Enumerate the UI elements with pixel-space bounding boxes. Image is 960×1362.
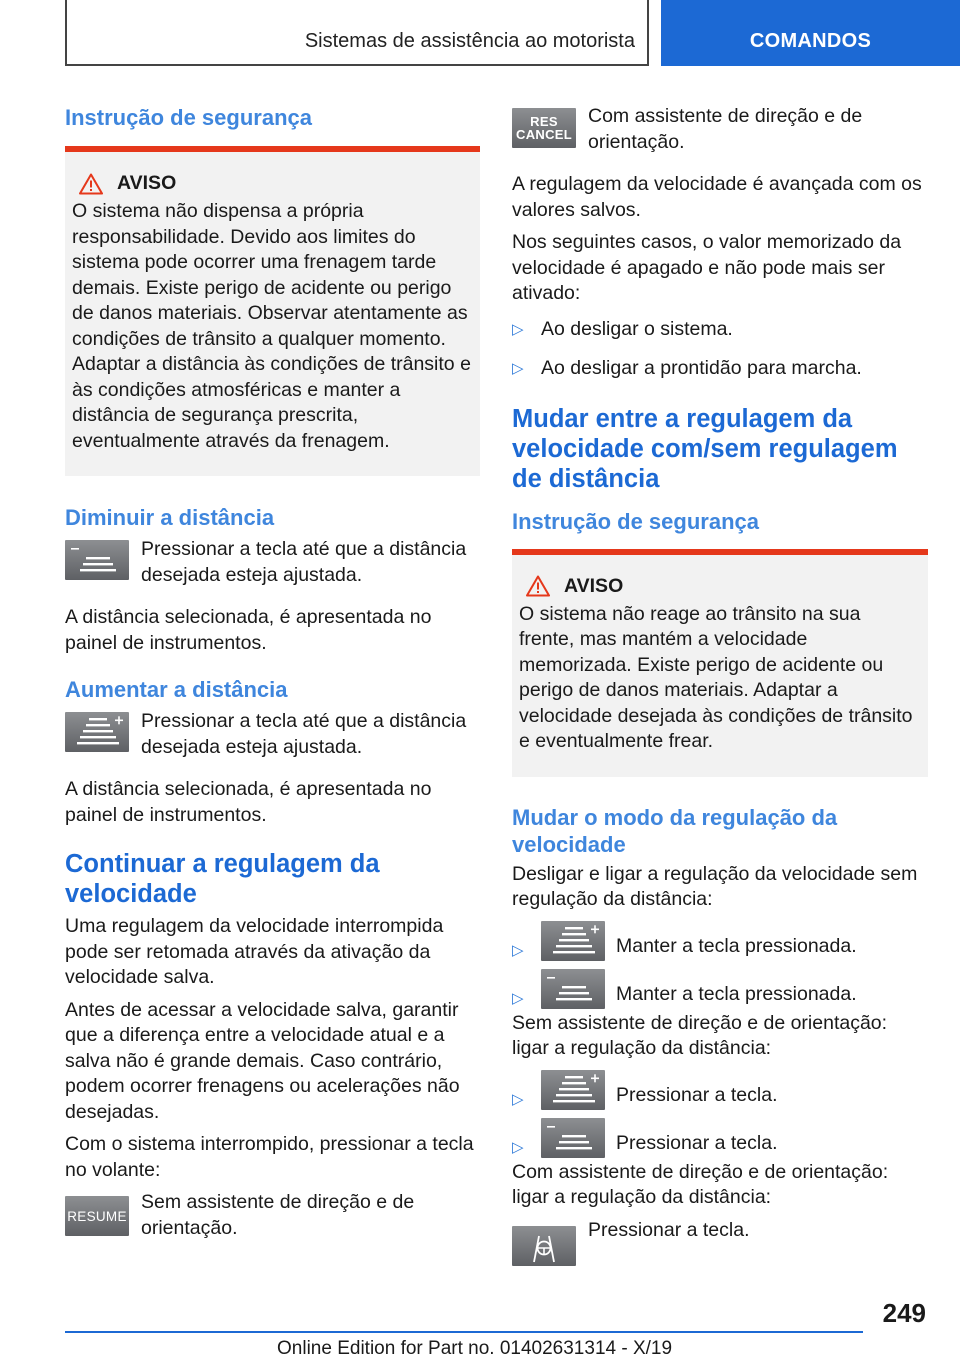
decrease-heading: Diminuir a distância xyxy=(65,505,275,530)
driving-assistant-key-icon xyxy=(512,1226,576,1266)
increase-note: A distância selecionada, é apresentada no painel de instrumentos. xyxy=(65,778,432,826)
triangle-bullet-icon: ▷ xyxy=(512,320,524,338)
triangle-bullet-icon: ▷ xyxy=(512,360,524,377)
chapter-tab-label: COMANDOS xyxy=(749,30,872,52)
continue-p2: Antes de acessar a velocidade salva, garantir que a diferença entre a velocidade atual e a salva não é grande demais. Caso contrário, podem ocorrer frenagens ou acelerações não desejadas. xyxy=(65,998,460,1123)
cancel-key-label: CANCEL xyxy=(516,127,572,142)
page-number: 249 xyxy=(882,1298,926,1328)
warning-triangle-icon xyxy=(79,173,103,195)
mode-text: Desligar e ligar a regulação da velocidade sem regulação da distância: xyxy=(512,862,918,910)
decrease-instruction-text: Pressionar a tecla até que a distância desejada esteja ajustada. xyxy=(141,538,467,586)
resume-text: Sem assistente de direção e de orientação. xyxy=(141,1191,415,1239)
advance-text: A regulagem da velocidade é avançada com os valores salvos. xyxy=(512,173,922,221)
mode-list xyxy=(512,921,928,1009)
right-column xyxy=(512,104,928,1276)
continue-heading: Continuar a regulagem da velocidade xyxy=(65,850,380,908)
mode-heading: Mudar o modo da regulação da velocidade xyxy=(512,804,838,857)
without-assist-list xyxy=(512,1070,928,1158)
list-item: ▷ Manter a tecla pressionada. xyxy=(512,921,928,961)
decrease-instruction xyxy=(65,537,480,595)
section-title: Sistemas de assistência ao motorista xyxy=(304,30,635,52)
res-key-label: RES xyxy=(530,114,558,129)
distance-decrease-key-icon xyxy=(541,1118,605,1158)
switch-heading: Mudar entre a regulagem da velocidade com/sem regulagem de distância xyxy=(512,404,898,493)
warning-text: O sistema não dispensa a própria responsabilidade. Devido aos limites do sistema pode ocorrer uma frenagem tarde demais. Existe perigo de acidente ou perigo de danos materiais. Observar atentamente as condições de trânsito a qualquer momento. Adaptar a distância às condições de trânsito e às condições atmosféricas e manter a distância de segurança prescrita, eventualmente através da frenagem. xyxy=(72,200,471,452)
triangle-bullet-icon: ▷ xyxy=(512,989,524,1007)
resume-key-icon xyxy=(65,1196,129,1236)
continue-p1: Uma regulagem da velocidade interrompida pode ser retomada através da ativação da velocidade salva. xyxy=(65,915,444,988)
with-assist-instruction xyxy=(512,1218,928,1266)
res-cancel-key-icon xyxy=(512,108,576,148)
list-item: ▷ Pressionar a tecla. xyxy=(512,1070,928,1110)
distance-increase-key-icon xyxy=(541,921,605,961)
warning-box-left xyxy=(65,146,480,476)
safety-heading-left: Instrução de segurança xyxy=(65,105,312,130)
list-item: ▷ Manter a tecla pressionada. xyxy=(512,969,928,1009)
warning-label: AVISO xyxy=(117,172,177,194)
res-cancel-instruction xyxy=(512,104,928,162)
triangle-bullet-icon: ▷ xyxy=(512,941,524,959)
list-item: ▷ Ao desligar a prontidão para marcha. xyxy=(512,356,928,382)
warning-text: O sistema não reage ao trânsito na sua frente, mas mantém a velocidade memorizada. Existe perigo de acidente ou perigo de danos materiais. Adaptar a velocidade desejada às condições de trânsito e eventualmente frear. xyxy=(519,602,913,752)
footer-edition: Online Edition for Part no. 01402631314 - X/19 xyxy=(277,1338,673,1359)
cases-list xyxy=(512,317,928,382)
distance-increase-key-icon xyxy=(65,712,129,752)
with-assist-instruction-text: Pressionar a tecla. xyxy=(588,1218,750,1241)
continue-p3: Com o sistema interrompido, pressionar a tecla no volante: xyxy=(65,1133,474,1181)
chapter-tab[interactable] xyxy=(661,0,960,66)
triangle-bullet-icon: ▷ xyxy=(512,1138,524,1156)
list-item: ▷ Pressionar a tecla. xyxy=(512,1118,928,1158)
header-box xyxy=(65,0,649,66)
left-column xyxy=(65,100,480,1258)
resume-key-label: RESUME xyxy=(67,1208,127,1224)
increase-instruction-text: Pressionar a tecla até que a distância desejada esteja ajustada. xyxy=(141,710,467,758)
warning-box-right xyxy=(512,549,928,777)
increase-instruction xyxy=(65,709,480,767)
res-cancel-text: Com assistente de direção e de orientação. xyxy=(588,105,863,153)
distance-decrease-key-icon xyxy=(541,969,605,1009)
warning-label: AVISO xyxy=(564,574,624,597)
triangle-bullet-icon: ▷ xyxy=(512,1090,524,1108)
warning-triangle-icon xyxy=(526,575,550,597)
resume-instruction xyxy=(65,1190,480,1248)
with-assist-text: Com assistente de direção e de orientação: ligar a regulação da distância: xyxy=(512,1160,889,1208)
without-assist-text: Sem assistente de direção e de orientação: ligar a regulação da distância: xyxy=(512,1011,888,1059)
distance-decrease-key-icon xyxy=(65,540,129,580)
increase-heading: Aumentar a distância xyxy=(65,677,288,702)
decrease-note: A distância selecionada, é apresentada no painel de instrumentos. xyxy=(65,606,432,654)
cases-text: Nos seguintes casos, o valor memorizado da velocidade é apagado e não pode mais ser ativado: xyxy=(512,231,902,304)
safety-heading-right: Instrução de segurança xyxy=(512,508,759,534)
distance-increase-key-icon xyxy=(541,1070,605,1110)
footer-divider xyxy=(65,1331,863,1333)
list-item: ▷ Ao desligar o sistema. xyxy=(512,317,928,343)
